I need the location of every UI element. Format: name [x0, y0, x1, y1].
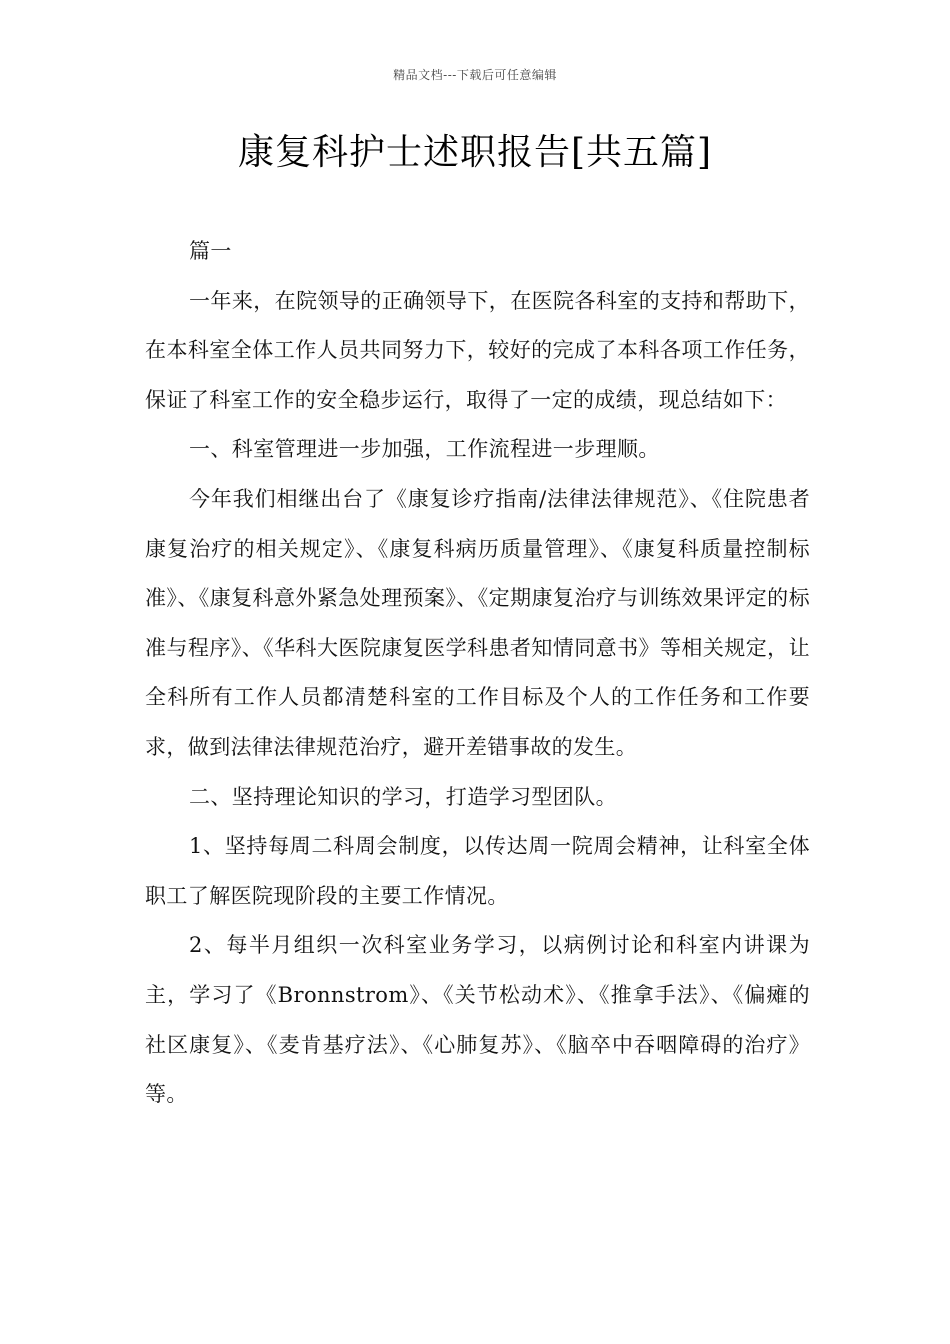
section-heading-management: 一、科室管理进一步加强，工作流程进一步理顺。: [189, 437, 660, 462]
paragraph-weekly-meeting: 1、坚持每周二科周会制度，以传达周一院周会精神，让科室全体职工了解医院现阶段的主要工作情况。: [145, 834, 810, 908]
header-note: 精品文档---下载后可任意编辑: [393, 68, 557, 82]
paragraph-study-sessions: 2、每半月组织一次科室业务学习，以病例讨论和科室内讲课为主，学习了《Bronnstrom》、《关节松动术》、《推拿手法》、《偏瘫的社区康复》、《麦肯基疗法》、《心肺复苏》、《脑卒中吞咽障碍的治疗》等。: [145, 933, 810, 1107]
paragraph-regulations: 今年我们相继出台了《康复诊疗指南/法律法律规范》、《住院患者康复治疗的相关规定》、《康复科病历质量管理》、《康复科质量控制标准》、《康复科意外紧急处理预案》、《定期康复治疗与训练效果评定的标准与程序》、《华科大医院康复医学科患者知情同意书》等相关规定，让全科所有工作人员都清楚科室的工作目标及个人的工作任务和工作要求，做到法律法律规范治疗，避开差错事故的发生。: [145, 486, 810, 759]
paragraph-intro: 一年来，在院领导的正确领导下，在医院各科室的支持和帮助下，在本科室全体工作人员共同努力下，较好的完成了本科各项工作任务，保证了科室工作的安全稳步运行，取得了一定的成绩，现总结如下：: [145, 288, 810, 412]
section-heading-part-one: 篇一: [189, 239, 232, 263]
document-body: [145, 227, 810, 1120]
section-heading-learning: 二、坚持理论知识的学习，打造学习型团队。: [189, 784, 617, 809]
document-title: 康复科护士述职报告[共五篇]: [237, 132, 713, 173]
